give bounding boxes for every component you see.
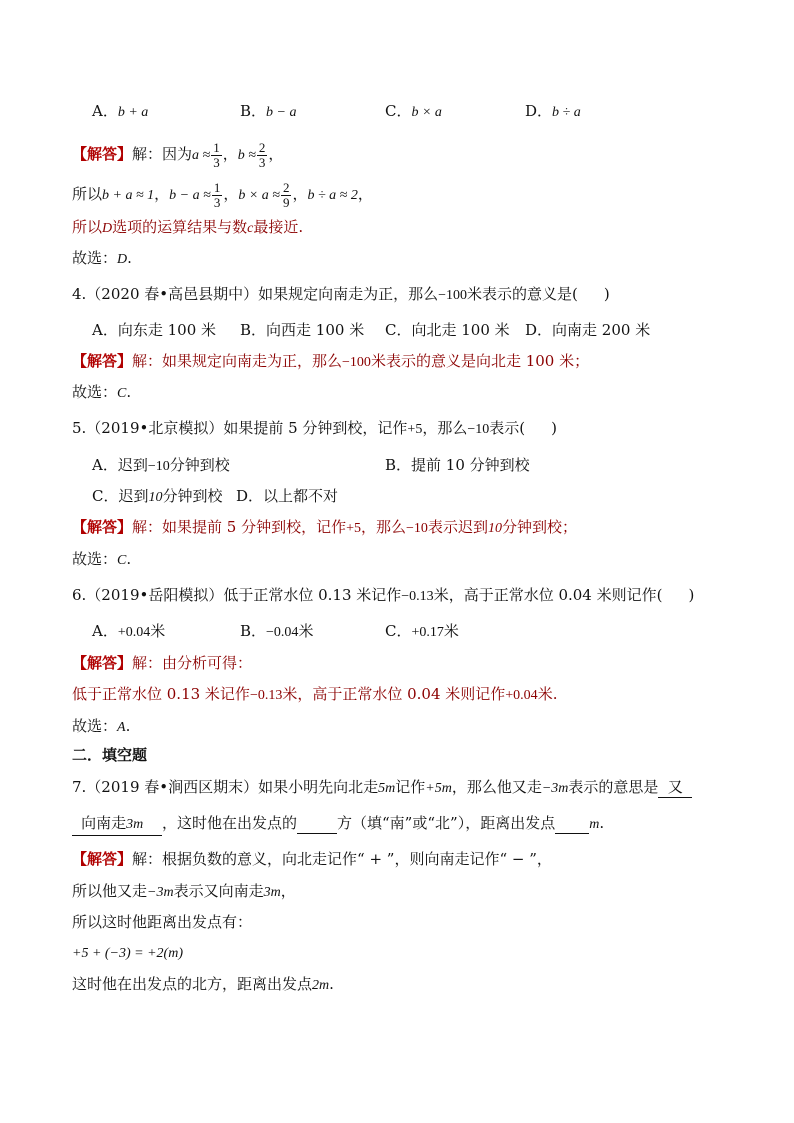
q7-answer-line1: 【解答】解：根据负数的意义，向北走记作“ + ”，则向南走记作“ − ”， [72,850,552,868]
q5-option-b: B．提前 10 分钟到校 [385,456,530,474]
q3-answer-line3: 所以D选项的运算结果与数c最接近. [72,218,304,236]
q6-option-a: A．+0.04米 [92,622,166,640]
q3-option-d: D．b ÷ a [525,102,581,120]
q6-option-c: C．+0.17米 [385,622,459,640]
q3-option-b: B．b − a [240,102,297,120]
q7-answer-line3: 所以这时他距离出发点有： [72,913,253,931]
blank-2[interactable] [297,813,337,834]
fraction: $\frac{1}{3}$ [213,139,220,170]
q3-answer-line1: 【解答】解：因为a ≈ $\frac{1}{3}$ ，b ≈ $\frac{2}{3}$ ， [72,139,284,170]
q6-stem: 6.（2019•岳阳模拟）低于正常水位 0.13 米记作−0.13米，高于正常水位 0.04 米则记作( ) [72,586,695,604]
q4-option-c: C．向北走 100 米 [385,321,510,339]
q4-option-d: D．向南走 200 米 [525,321,651,339]
q5-stem: 5.（2019•北京模拟）如果提前 5 分钟到校，记作+5，那么−10表示( ) [72,419,557,437]
q4-option-b: B．向西走 100 米 [240,321,365,339]
q7-stem-line2: 向南走3m ，这时他在出发点的 方（填“南”或“北”），距离出发点 m. [72,813,604,836]
q3-option-a: A．b + a [92,102,149,120]
q5-option-d: D．以上都不对 [236,487,339,505]
q6-choose: 故选：A. [72,717,131,735]
q5-choose: 故选：C. [72,550,132,568]
q6-answer-line2: 低于正常水位 0.13 米记作−0.13米，高于正常水位 0.04 米则记作+0.04米. [72,685,558,703]
blank-3[interactable] [555,813,589,834]
fraction: $\frac{2}{3}$ [258,139,266,170]
q6-answer-line1: 【解答】解：由分析可得： [72,654,253,672]
q6-option-b: B．−0.04米 [240,622,314,640]
q3-option-c: C．b × a [385,102,442,120]
q7-stem-line1: 7.（2019 春•涧西区期末）如果小明先向北走5m记作+5m，那么他又走−3m表示的意思是 又 [72,777,692,799]
q5-option-a: A．迟到−10分钟到校 [92,456,230,474]
q4-option-a: A．向东走 100 米 [92,321,216,339]
blank-1-cont[interactable]: 向南走3m [72,813,162,836]
q7-answer-line5: 这时他在出发点的北方，距离出发点2m. [72,975,334,993]
section-title: 二．填空题 [72,746,148,764]
q7-answer-equation: +5 + (−3) = +2(m) [72,946,183,961]
fraction: $\frac{2}{9}$ [282,179,290,210]
q3-answer-line2: 所以b + a ≈ 1，b − a ≈ $\frac{1}{3}$ ，b × a ≈ $\frac{2}{9}$ ，b ÷ a ≈ 2， [72,179,373,210]
q5-answer: 【解答】解：如果提前 5 分钟到校，记作+5，那么−10表示迟到10分钟到校； [72,518,577,536]
q3-choose: 故选：D. [72,249,132,267]
fraction: $\frac{1}{3}$ [213,179,221,210]
q5-option-c: C．迟到10分钟到校 [92,487,223,505]
q4-choose: 故选：C. [72,383,132,401]
q4-stem: 4.（2020 春•高邑县期中）如果规定向南走为正，那么−100米表示的意义是( ) [72,285,610,303]
q4-answer: 【解答】解：如果规定向南走为正，那么−100米表示的意义是向北走 100 米； [72,352,590,370]
blank-1[interactable]: 又 [658,777,692,798]
q7-answer-line2: 所以他又走−3m表示又向南走3m， [72,882,296,900]
